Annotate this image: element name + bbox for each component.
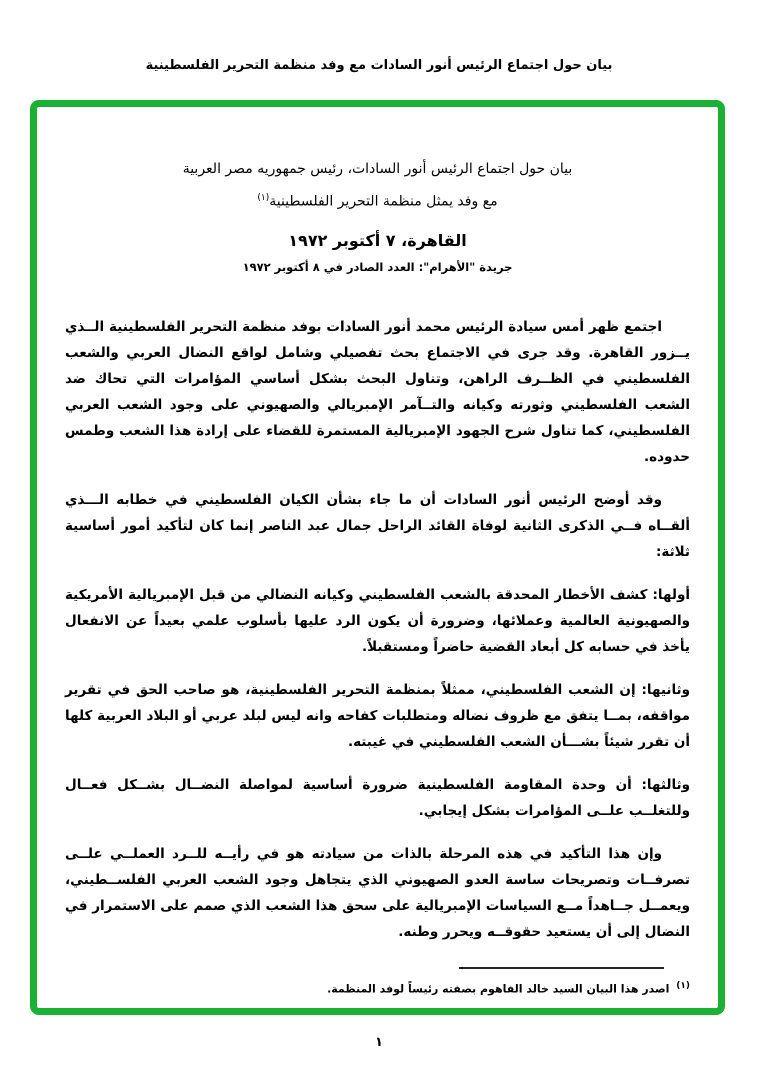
paragraph: وثالثها: أن وحدة المقاومة الفلسطينية ضرورة أساسية لمواصلة النضــال بشــكل فعــال وللتغلــب علــى المؤامرات بشكل إيجابي. [65, 776, 690, 819]
dateline: القاهرة، ٧ أكتوبر ١٩٧٢ [288, 230, 467, 250]
footnote-text: اصدر هذا البيان السيد خالد الفاهوم بصفته رئيساً لوفد المنظمة. [327, 982, 670, 996]
title-footnote-marker: (١) [257, 193, 270, 203]
document-title-line2-text: مع وفد يمثل منظمة التحرير الفلسطينية [269, 193, 498, 210]
document-body [65, 314, 690, 945]
paragraph: وثانيها: إن الشعب الفلسطيني، ممثلاً بمنظمة التحرير الفلسطينية، هو صاحب الحق في تقرير مواقفه، بمــا يتفق مع ظروف نضاله ومتطلبات كفاحه وانه ليس لبلد عربي أو البلاد العربية كلها أن تقرر شيئاً بشـــأن الشعب الفلسطيني في غيبته. [65, 681, 690, 750]
footnote [65, 977, 690, 999]
footnote-marker: (١) [676, 980, 690, 991]
paragraph: أولها: كشف الأخطار المحدقة بالشعب الفلسطيني وكيانه النضالي من قبل الإمبريالية الأمريكية والصهيونية العالمية وعملائها، وضرورة أن يكون الرد عليها بأسلوب علمي بعيداً عن الانفعال يأخذ في حسابه كل أبعاد القضية حاضراً ومستقبلاً. [65, 586, 690, 655]
document-title [65, 155, 690, 217]
page-number: ١ [375, 1035, 383, 1050]
paragraph: وإن هذا التأكيد في هذه المرحلة بالذات من سيادته هو في رأيــه للــرد العملــي علــى تصرفــات وتصريحات ساسة العدو الصهيوني الذي يتجاهل وجود الشعب العربي الفلســطيني، ويعمــل جــاهداً مــع السياسات الإمبريالية على سحق هذا الشعب الذي صمم على الاستمرار في النضال إلى أن يستعيد حقوقــه ويحرر وطنه. [65, 845, 690, 940]
footnote-area [65, 967, 690, 999]
paragraph: وقد أوضح الرئيس أنور السادات أن ما جاء بشأن الكيان الفلسطيني في خطابه الـــذي ألقــاه فــي الذكرى الثانية لوفاة القائد الراحل جمال عبد الناصر إنما كان لتأكيد أمور أساسية ثلاثة: [65, 491, 690, 560]
footnote-separator [459, 967, 664, 969]
document-title-line1: بيان حول اجتماع الرئيس أنور السادات، رئيس جمهوريه مصر العربية [182, 161, 573, 177]
document-header-title: بيان حول اجتماع الرئيس أنور السادات مع وفد منظمة التحرير الفلسطينية [145, 58, 613, 73]
document-title-line2 [65, 184, 690, 217]
source-line: جريدة "الأهرام": العدد الصادر في ٨ أكتوبر ١٩٧٢ [242, 259, 513, 274]
paragraph: اجتمع ظهر أمس سيادة الرئيس محمد أنور السادات بوفد منظمة التحرير الفلسطينية الــذي يــزور القاهرة. وقد جرى في الاجتماع بحث تفصيلي وشامل لواقع النضال العربي والشعب الفلسطيني في الظــرف الراهن، وتناول البحث بشكل أساسي المؤامرات التي تحاك ضد الشعب الفلسطيني وثورته وكيانه والتــآمر الإمبريالي والصهيوني على وجود الشعب العربي الفلسطيني، كما تناول شرح الجهود الإمبريالية المستمرة للقضاء على إرادة هذا الشعب وطمس حدوده. [65, 318, 690, 465]
document-border-frame [30, 100, 725, 1015]
